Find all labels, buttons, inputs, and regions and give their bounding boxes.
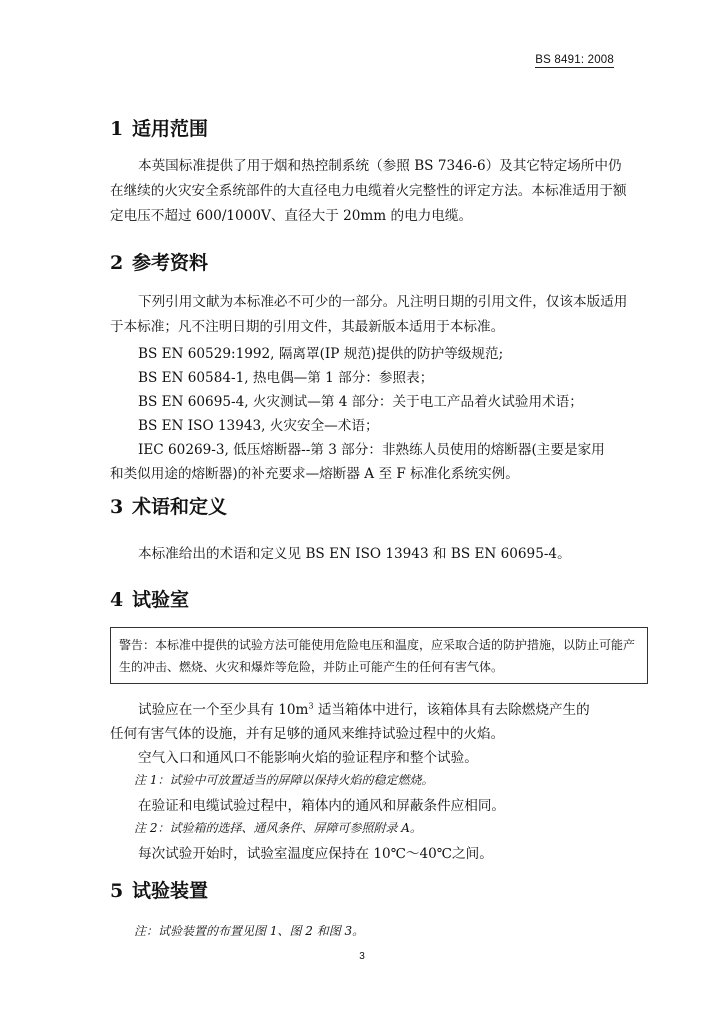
section-title: 适用范围 bbox=[132, 118, 209, 140]
reference-item: IEC 60269-3, 低压熔断器--第 3 部分：非熟练人员使用的熔断器(主要是家用 bbox=[138, 442, 605, 458]
warning-box: 警告：本标准中提供的试验方法可能使用危险电压和温度，应采取合适的防护措施，以防止可能产生的冲击、燃烧、火灾和爆炸等危险，并防止可能产生的任何有害气体。 bbox=[110, 627, 648, 684]
section-number: 3 bbox=[110, 496, 124, 518]
page-number: 3 bbox=[359, 951, 365, 962]
air-inlet-line: 空气入口和通风口不能影响火焰的验证程序和整个试验。 bbox=[138, 750, 478, 766]
section-heading-5 bbox=[110, 876, 208, 903]
note-1: 注 1：试验中可放置适当的屏障以保持火焰的稳定燃烧。 bbox=[134, 773, 434, 787]
section-heading-4 bbox=[110, 585, 189, 612]
reference-item: BS EN 60529:1992, 隔离罩(IP 规范)提供的防护等级规范; bbox=[138, 346, 504, 362]
reference-item: BS EN 60584-1, 热电偶—第 1 部分：参照表； bbox=[138, 370, 434, 386]
reference-item: BS EN 60695-4, 火灾测试—第 4 部分：关于电工产品着火试验用术语； bbox=[138, 394, 583, 410]
section-number: 5 bbox=[110, 880, 124, 902]
note-2: 注 2：试验箱的选择、通风条件、屏障可参照附录 A。 bbox=[134, 821, 422, 835]
section-title: 参考资料 bbox=[132, 252, 209, 274]
apparatus-note: 注：试验装置的布置见图 1、图 2 和图 3。 bbox=[134, 924, 365, 938]
ventilation-line: 在验证和电缆试验过程中，箱体内的通风和屏蔽条件应相同。 bbox=[138, 798, 506, 814]
section-title: 术语和定义 bbox=[132, 496, 228, 518]
reference-item-continuation: 和类似用途的熔断器)的补充要求—熔断器 A 至 F 标准化系统实例。 bbox=[110, 466, 519, 482]
section-number: 2 bbox=[110, 252, 124, 274]
header-standard: BS 8491: 2008 bbox=[535, 54, 614, 66]
references-intro-paragraph: 下列引用文献为本标准必不可少的一部分。凡注明日期的引用文件，仅该本版适用于本标准；凡不注明日期的引用文件，其最新版本适用于本标准。 bbox=[110, 294, 628, 335]
section-number: 4 bbox=[110, 589, 124, 611]
chamber-text-a: 试验应在一个至少具有 10m bbox=[138, 702, 309, 718]
chamber-paragraph-line-2: 任何有害气体的设施，并有足够的通风来维持试验过程中的火焰。 bbox=[110, 726, 505, 742]
reference-item: BS EN ISO 13943, 火灾安全—术语； bbox=[138, 418, 379, 434]
chamber-text-b: 适当箱体中进行，该箱体具有去除燃烧产生的 bbox=[313, 702, 590, 718]
section-heading-3 bbox=[110, 492, 227, 519]
section-heading-1 bbox=[110, 114, 208, 141]
chamber-paragraph-line-1 bbox=[138, 698, 590, 718]
terms-definition-line: 本标准给出的术语和定义见 BS EN ISO 13943 和 BS EN 60695-4。 bbox=[138, 546, 571, 562]
section-title: 试验装置 bbox=[132, 880, 209, 902]
temperature-line: 每次试验开始时，试验室温度应保持在 10℃～40℃之间。 bbox=[138, 846, 493, 862]
section-number: 1 bbox=[110, 118, 124, 140]
cubic-superscript: 3 bbox=[308, 701, 314, 711]
section-title: 试验室 bbox=[132, 589, 190, 611]
section-heading-2 bbox=[110, 248, 208, 275]
scope-paragraph: 本英国标准提供了用于烟和热控制系统（参照 BS 7346-6）及其它特定场所中仍在继续的火灾安全系统部件的大直径电力电缆着火完整性的评定方法。本标准适用于额定电压不超过 600/1000V、直径大于 20mm 的电力电缆。 bbox=[110, 158, 627, 224]
